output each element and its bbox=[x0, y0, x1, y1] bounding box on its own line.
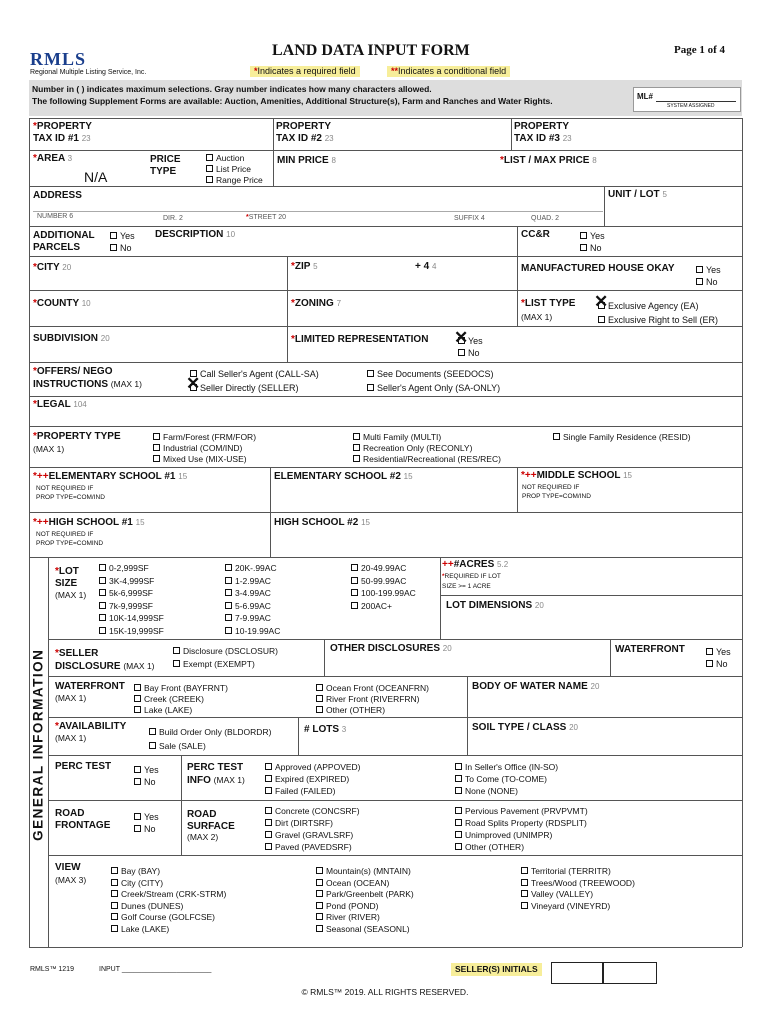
body-of-water-label: BODY OF WATER NAME 20 bbox=[472, 681, 600, 692]
area-value[interactable]: N/A bbox=[84, 169, 108, 185]
road-surface-label: ROAD SURFACE bbox=[187, 809, 235, 832]
other-disclosures-label: OTHER DISCLOSURES 20 bbox=[330, 643, 452, 654]
elementary-school-2-label: ELEMENTARY SCHOOL #2 15 bbox=[274, 471, 413, 482]
lot-size-options-1[interactable]: 0-2,999SF 3K-4,999SF 5k-6,999SF 7k-9,999SF 10K-14,999SF 15K-19,999SF bbox=[99, 562, 164, 637]
seller-disclosure-options[interactable]: Disclosure (DSCLOSUR) Exempt (EXEMPT) bbox=[173, 645, 278, 671]
list-type-max: (MAX 1) bbox=[521, 312, 553, 322]
seller-disclosure-label: *SELLER DISCLOSURE (MAX 1) bbox=[55, 648, 155, 672]
manufactured-options[interactable]: Yes No bbox=[696, 264, 721, 288]
zip-label: *ZIP 5 bbox=[291, 261, 318, 272]
rmls-logo: RMLS bbox=[30, 49, 87, 69]
perc-test-options[interactable]: Yes No bbox=[134, 764, 159, 788]
legal-label: *LEGAL 104 bbox=[33, 399, 87, 410]
elementary-school-1-label: *++ELEMENTARY SCHOOL #1 15 bbox=[33, 471, 188, 482]
subdivision-label: SUBDIVISION 20 bbox=[33, 333, 110, 344]
property-type-options-3[interactable]: Single Family Residence (RESID) bbox=[553, 432, 691, 443]
plus4-label: + 4 4 bbox=[415, 261, 437, 272]
county-label: *COUNTY 10 bbox=[33, 298, 91, 309]
additional-parcels-label: ADDITIONAL PARCELS bbox=[33, 230, 95, 253]
perc-test-info-label: PERC TEST INFO (MAX 1) bbox=[187, 762, 245, 786]
lot-size-options-3[interactable]: 20-49.99AC 50-99.99AC 100-199.99AC 200AC+ bbox=[351, 562, 416, 612]
ccr-options[interactable]: Yes No bbox=[580, 230, 605, 254]
road-surface-max: (MAX 2) bbox=[187, 832, 219, 842]
price-type-options[interactable]: Auction List Price Range Price bbox=[206, 153, 263, 186]
road-surface-options-2[interactable]: Pervious Pavement (PRVPVMT) Road Splits Property (RDSPLIT) Unimproved (UNIMPR) Other (OTHER) bbox=[455, 805, 588, 853]
limited-options[interactable]: Yes No bbox=[458, 335, 483, 359]
view-label: VIEW bbox=[55, 862, 81, 873]
offers-options-right[interactable]: See Documents (SEEDOCS) Seller's Agent Only (SA-ONLY) bbox=[367, 367, 500, 395]
copyright: © RMLS™ 2019. ALL RIGHTS RESERVED. bbox=[301, 987, 469, 997]
page-number: Page 1 of 4 bbox=[674, 44, 726, 56]
waterfront-label: WATERFRONT bbox=[55, 681, 125, 692]
note-line-1: Number in ( ) indicates maximum selections. Gray number indicates how many characters allowed. bbox=[32, 84, 432, 94]
road-frontage-label: ROAD FRONTAGE bbox=[55, 808, 111, 831]
unit-lot-label: UNIT / LOT 5 bbox=[608, 189, 667, 200]
list-type-options[interactable]: Exclusive Agency (EA) Exclusive Right to Sell (ER) bbox=[598, 299, 718, 327]
view-options-2[interactable]: Mountain(s) (MNTAIN) Ocean (OCEAN) Park/Greenbelt (PARK) Pond (POND) River (RIVER) Seasonal (SEASONL) bbox=[316, 866, 414, 935]
offers-options-left[interactable]: Call Seller's Agent (CALL-SA) Seller Directly (SELLER) bbox=[190, 367, 319, 395]
address-label: ADDRESS bbox=[33, 190, 82, 201]
property-type-options-1[interactable]: Farm/Forest (FRM/FOR) Industrial (COM/IND) Mixed Use (MIX-USE) bbox=[153, 432, 256, 465]
number-label: NUMBER 6 bbox=[37, 213, 74, 220]
form-title: LAND DATA INPUT FORM bbox=[272, 42, 470, 59]
dir-label: DIR. 2 bbox=[163, 215, 183, 222]
checkmark-x-icon: ✕ bbox=[186, 374, 201, 393]
high-school-2-label: HIGH SCHOOL #2 15 bbox=[274, 517, 370, 528]
suffix-label: SUFFIX 4 bbox=[454, 215, 485, 222]
lot-dimensions-label: LOT DIMENSIONS 20 bbox=[446, 600, 544, 611]
parcels-options[interactable]: Yes No bbox=[110, 230, 135, 254]
offers-label: *OFFERS/ NEGO INSTRUCTIONS (MAX 1) bbox=[33, 366, 142, 390]
high-school-1-note: NOT REQUIRED IF PROP TYPE=COMIND bbox=[36, 531, 104, 547]
property-type-max: (MAX 1) bbox=[33, 444, 65, 454]
waterfront-max: (MAX 1) bbox=[55, 693, 87, 703]
checkmark-x-icon: ✕ bbox=[594, 292, 609, 311]
general-information-side-label: GENERAL INFORMATION bbox=[30, 648, 46, 841]
quad-label: QUAD. 2 bbox=[531, 215, 560, 222]
view-options-3[interactable]: Territorial (TERRITR) Trees/Wood (TREEWOOD) Valley (VALLEY) Vineyard (VINEYRD) bbox=[521, 866, 635, 912]
perc-info-options-2[interactable]: In Seller's Office (IN-SO) To Come (TO-COME) None (NONE) bbox=[455, 761, 558, 797]
middle-school-label: *++MIDDLE SCHOOL 15 bbox=[521, 470, 632, 481]
street-label: *STREET 20 bbox=[246, 214, 286, 221]
waterfront-options-1[interactable]: Bay Front (BAYFRNT) Creek (CREEK) Lake (LAKE) bbox=[134, 683, 228, 716]
waterfront-options-2[interactable]: Ocean Front (OCEANFRN) River Front (RIVERFRN) Other (OTHER) bbox=[316, 683, 429, 716]
view-options-1[interactable]: Bay (BAY) City (CITY) Creek/Stream (CRK-STRM) Dunes (DUNES) Golf Course (GOLFCSE) Lake (LAKE) bbox=[111, 866, 226, 935]
manufactured-house-label: MANUFACTURED HOUSE OKAY bbox=[521, 263, 675, 274]
tax-id-3-label: PROPERTY TAX ID #3 23 bbox=[514, 121, 572, 144]
description-label: DESCRIPTION 10 bbox=[155, 229, 236, 240]
soil-type-label: SOIL TYPE / CLASS 20 bbox=[472, 722, 578, 733]
road-surface-options-1[interactable]: Concrete (CONCSRF) Dirt (DIRTSRF) Gravel (GRAVLSRF) Paved (PAVEDSRF) bbox=[265, 805, 360, 853]
note-line-2: The following Supplement Forms are available: Auction, Amenities, Additional Structure(s), Farm and Ranches and Water Rights. bbox=[32, 96, 553, 106]
acres-note: *REQUIRED IF LOT SIZE >= 1 ACRE bbox=[442, 573, 501, 590]
org-name: Regional Multiple Listing Service, Inc. bbox=[30, 69, 147, 76]
conditional-legend: **Indicates a conditional field bbox=[387, 66, 510, 77]
checkmark-x-icon: ✕ bbox=[454, 328, 469, 347]
road-frontage-options[interactable]: Yes No bbox=[134, 811, 159, 835]
lots-label: # LOTS 3 bbox=[304, 724, 347, 735]
ccr-label: CC&R bbox=[521, 229, 550, 240]
ml-system-assigned: SYSTEM ASSIGNED bbox=[667, 103, 715, 109]
lot-size-max: (MAX 1) bbox=[55, 590, 87, 600]
view-max: (MAX 3) bbox=[55, 875, 87, 885]
limited-representation-label: *LIMITED REPRESENTATION bbox=[291, 334, 429, 345]
price-type-label: PRICE TYPE bbox=[150, 154, 181, 177]
ml-label: ML# bbox=[637, 92, 653, 101]
acres-label: ++#ACRES 5.2 bbox=[442, 559, 509, 570]
middle-school-note: NOT REQUIRED IF PROP TYPE=COM/IND bbox=[522, 484, 591, 500]
availability-max: (MAX 1) bbox=[55, 733, 87, 743]
initials-box-2[interactable] bbox=[603, 962, 657, 984]
perc-test-label: PERC TEST bbox=[55, 761, 112, 772]
zoning-label: *ZONING 7 bbox=[291, 298, 342, 309]
seller-initials-label: SELLER(S) INITIALS bbox=[451, 963, 542, 976]
list-max-price-label: *LIST / MAX PRICE 8 bbox=[500, 155, 597, 166]
lot-size-label: *LOT SIZE bbox=[55, 566, 79, 589]
required-legend: *Indicates a required field bbox=[250, 66, 360, 77]
availability-options[interactable]: Build Order Only (BLDORDR) Sale (SALE) bbox=[149, 725, 271, 753]
form-code: RMLS™ 1219 bbox=[30, 966, 74, 973]
tax-id-2-label: PROPERTY TAX ID #2 23 bbox=[276, 121, 334, 144]
property-type-label: *PROPERTY TYPE bbox=[33, 431, 121, 442]
initials-box-1[interactable] bbox=[551, 962, 603, 984]
perc-info-options-1[interactable]: Approved (APPOVED) Expired (EXPIRED) Failed (FAILED) bbox=[265, 761, 361, 797]
elementary-1-note: NOT REQUIRED IF PROP TYPE=COM/IND bbox=[36, 485, 105, 501]
waterfront-flag-label: WATERFRONT bbox=[615, 644, 685, 655]
high-school-1-label: *++HIGH SCHOOL #1 15 bbox=[33, 517, 145, 528]
area-label: *AREA 3 bbox=[33, 153, 73, 164]
property-type-options-2[interactable]: Multi Family (MULTI) Recreation Only (RECONLY) Residential/Recreational (RES/REC) bbox=[353, 432, 501, 465]
tax-id-1-label: *PROPERTY TAX ID #1 23 bbox=[33, 121, 92, 144]
lot-size-options-2[interactable]: 20K-.99AC 1-2.99AC 3-4.99AC 5-6.99AC 7-9.99AC 10-19.99AC bbox=[225, 562, 280, 637]
input-line: INPUT _______________________ bbox=[99, 966, 212, 973]
availability-label: *AVAILABILITY bbox=[55, 721, 127, 732]
list-type-label: *LIST TYPE bbox=[521, 298, 576, 309]
city-label: *CITY 20 bbox=[33, 262, 72, 273]
min-price-label: MIN PRICE 8 bbox=[277, 155, 336, 166]
waterfront-flag-options[interactable]: Yes No bbox=[706, 646, 731, 670]
